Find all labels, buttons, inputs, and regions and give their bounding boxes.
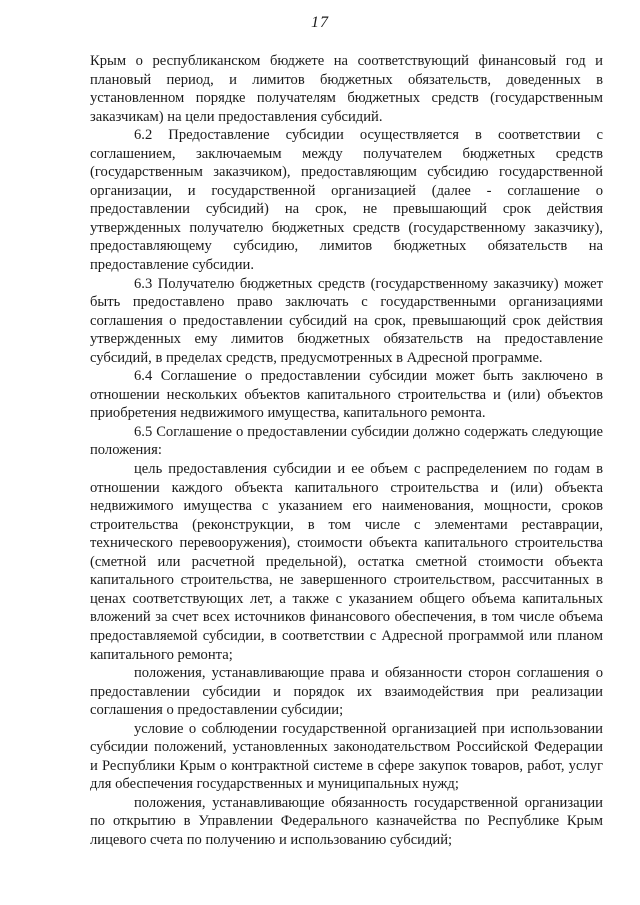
paragraph-6-3: 6.3 Получателю бюджетных средств (государственному заказчику) может быть предоставлено право заключать с государственными организациями соглашения о предоставлении субсидий на срок, превышающий срок действия утвержденных ему лимитов бюджетных обязательств на предоставление субсидий, в пределах средств, предусмотренных в Адресной программе. bbox=[90, 275, 603, 366]
list-item-rights-obligations: положения, устанавливающие права и обязанности сторон соглашения о предоставлении субсидии и порядок их взаимодействия при реализации соглашения о предоставлении субсидии; bbox=[90, 665, 603, 719]
list-item-procurement-condition: условие о соблюдении государственной организацией при использовании субсидии положений, установленных законодательством Российской Федерации и Республики Крым о контрактной системе в сфере закупок товаров, работ, услуг для обеспечения государственных и муниципальных нужд; bbox=[90, 720, 603, 793]
paragraph-6-5: 6.5 Соглашение о предоставлении субсидии должно содержать следующие положения: bbox=[90, 423, 603, 459]
paragraph-6-4: 6.4 Соглашение о предоставлении субсидии может быть заключено в отношении нескольких объектов капитального строительства и (или) объектов приобретения недвижимого имущества, капитального ремонта. bbox=[90, 368, 603, 422]
list-item-subsidy-goal: цель предоставления субсидии и ее объем с распределением по годам в отношении каждого объекта капитального строительства и (или) объекта недвижимого имущества с указанием его наименования, мощности, сроков строительства (реконструкции, в том числе с элементами реставрации, технического перевооружения), стоимости объекта капитального строительства (сметной или расчетной предельной), остатка сметной стоимости объекта капитального строительства, не завершенного строительством, рассчитанных в ценах соответствующих лет, а также с указанием общего объема капитальных вложений за счет всех источников финансового обеспечения, в том числе объема предоставляемой субсидии, в соответствии с Адресной программой или планом капитального ремонта; bbox=[90, 461, 603, 663]
paragraph-6-2: 6.2 Предоставление субсидии осуществляется в соответствии с соглашением, заключаемым между получателем бюджетных средств (государственным заказчиком), предоставляющим субсидию государственной организации, и государственной организацией (далее - соглашение о предоставлении субсидий) на срок, не превышающий срок действия утвержденных получателю бюджетных средств (государственному заказчику), предоставляющему субсидию, лимитов бюджетных обязательств на предоставление субсидии. bbox=[90, 127, 603, 274]
list-item-treasury-account: положения, устанавливающие обязанность государственной организации по открытию в Управлении Федерального казначейства по Республике Крым лицевого счета по получению и использованию субсидий; bbox=[90, 794, 603, 848]
document-body bbox=[90, 52, 603, 850]
paragraph-continuation: Крым о республиканском бюджете на соответствующий финансовый год и плановый период, и лимитов бюджетных обязательств, доведенных в установленном порядке получателям бюджетных средств (государственным заказчикам) на цели предоставления субсидий. bbox=[90, 53, 603, 125]
page-number: 17 bbox=[311, 14, 329, 31]
